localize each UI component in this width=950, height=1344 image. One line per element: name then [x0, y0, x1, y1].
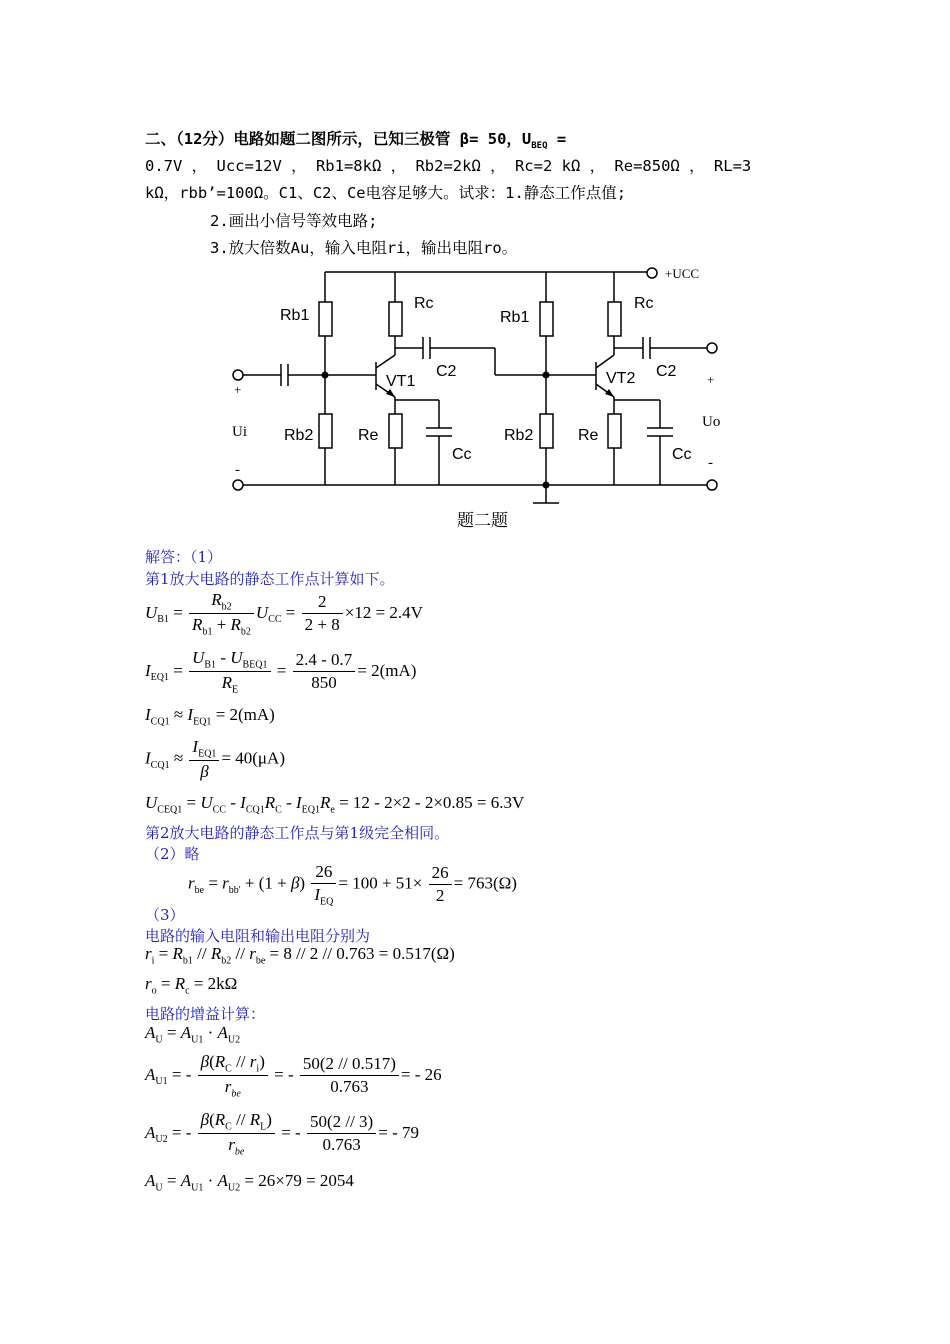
rb1-label-1: Rb1 [280, 307, 310, 324]
equation-ub1: $U_{B1}$ = $\frac{R_{b2}}{R_{b1} + R_{b2}}$ $U_{CC}$ = $\frac{2}{2 + 8}$ ×12 = 2.4V [145, 590, 423, 638]
equation-icq1: $I_{CQ1} \approx I_{EQ1} = 2(mA)$ [145, 705, 275, 728]
answer-stage1-text: 第1放大电路的静态工作点计算如下。 [145, 570, 395, 588]
output-minus: - [708, 455, 713, 471]
rb2-label-2: Rb2 [504, 427, 534, 444]
vt1-label: VT1 [386, 373, 416, 390]
equation-ieq1: $I_{EQ1}$ = $\frac{U_{B1} - U_{BEQ1}}{R_E}$ = $\frac{2.4 - 0.7}{850}$ = 2(mA) [145, 648, 417, 696]
equation-au: $A_U = A_{U1} \cdot A_{U2}$ [145, 1023, 241, 1046]
answer-resistance-text: 电路的输入电阻和输出电阻分别为 [145, 927, 371, 945]
equation-au-total: $A_U = A_{U1} \cdot A_{U2} = 26\times 79 = 2054$ [145, 1171, 354, 1194]
equation-ibq1: $I_{CQ1}$ ≈ $\frac{I_{EQ1}}{\beta}$ = 40(μA) [145, 737, 285, 782]
equation-au2: $A_{U2}$ = - $\frac{\beta(R_C // R_L)}{r_{be}}$ = - $\frac{50(2 // 3)}{0.763}$ = - 79 [145, 1110, 419, 1158]
re-label-1: Re [358, 427, 379, 444]
equation-uceq1: $U_{CEQ1} = U_{CC} - I_{CQ1}R_C - I_{EQ1}R_e = 12 - 2\times 2 - 2\times 0.85 = 6.3V$ [145, 793, 525, 816]
input-plus: + [234, 382, 242, 397]
cc-label-2: Cc [672, 446, 692, 463]
vt2-label: VT2 [606, 370, 636, 387]
equation-rbe: $r_{be} = r_{bb'} + (1 + \beta)$ $\frac{26}{I_{EQ}}$ = 100 + 51× $\frac{26}{2}$ = 763(Ω) [188, 862, 517, 908]
c2-label-1: C2 [436, 363, 457, 380]
figure-caption: 题二题 [457, 511, 508, 530]
circuit-diagram [225, 262, 730, 532]
question-line-2: 0.7V ， Ucc=12V ， Rb1=8kΩ ， Rb2=2kΩ ， Rc=2 kΩ ， Re=850Ω ， RL=3 [145, 157, 752, 175]
rb1-label-2: Rb1 [500, 309, 530, 326]
vcc-label: +UCC [665, 266, 700, 281]
equation-au1: $A_{U1}$ = - $\frac{\beta(R_C // r_i)}{r_{be}}$ = - $\frac{50(2 // 0.517)}{0.763}$ = - 26 [145, 1052, 442, 1100]
question-line-4: 2.画出小信号等效电路; [210, 212, 378, 230]
equation-ri: $r_i = R_{b1} // R_{b2} // r_{be} = 8 // 2 // 0.763 = 0.517(\Omega)$ [145, 944, 455, 967]
answer-heading-3: （3） [145, 906, 185, 924]
re-label-2: Re [578, 427, 599, 444]
rc-label-1: Rc [414, 295, 434, 312]
equation-ro: $r_o = R_c = 2k\Omega$ [145, 974, 238, 997]
output-plus: + [707, 372, 715, 387]
answer-stage2-text: 第2放大电路的静态工作点与第1级完全相同。 [145, 824, 450, 842]
rc-label-2: Rc [634, 295, 654, 312]
answer-heading-1: 解答：（1） [145, 548, 223, 566]
answer-gain-text: 电路的增益计算： [145, 1005, 266, 1023]
rb2-label-1: Rb2 [284, 427, 314, 444]
ui-label: Ui [232, 424, 247, 440]
c2-label-2: C2 [656, 363, 677, 380]
question-line-3: kΩ，rbb’=100Ω。C1、C2、Ce电容足够大。试求：1.静态工作点值; [145, 184, 627, 202]
uo-label: Uo [702, 414, 721, 430]
input-minus: - [235, 462, 240, 478]
question-line-1: 二、（12分）电路如题二图所示，已知三极管 β= 50，$U_{BEQ}$ = [145, 130, 567, 152]
question-line-5: 3.放大倍数Au，输入电阻ri，输出电阻ro。 [210, 239, 518, 257]
answer-heading-2: （2）略 [145, 845, 200, 863]
cc-label-1: Cc [452, 446, 472, 463]
